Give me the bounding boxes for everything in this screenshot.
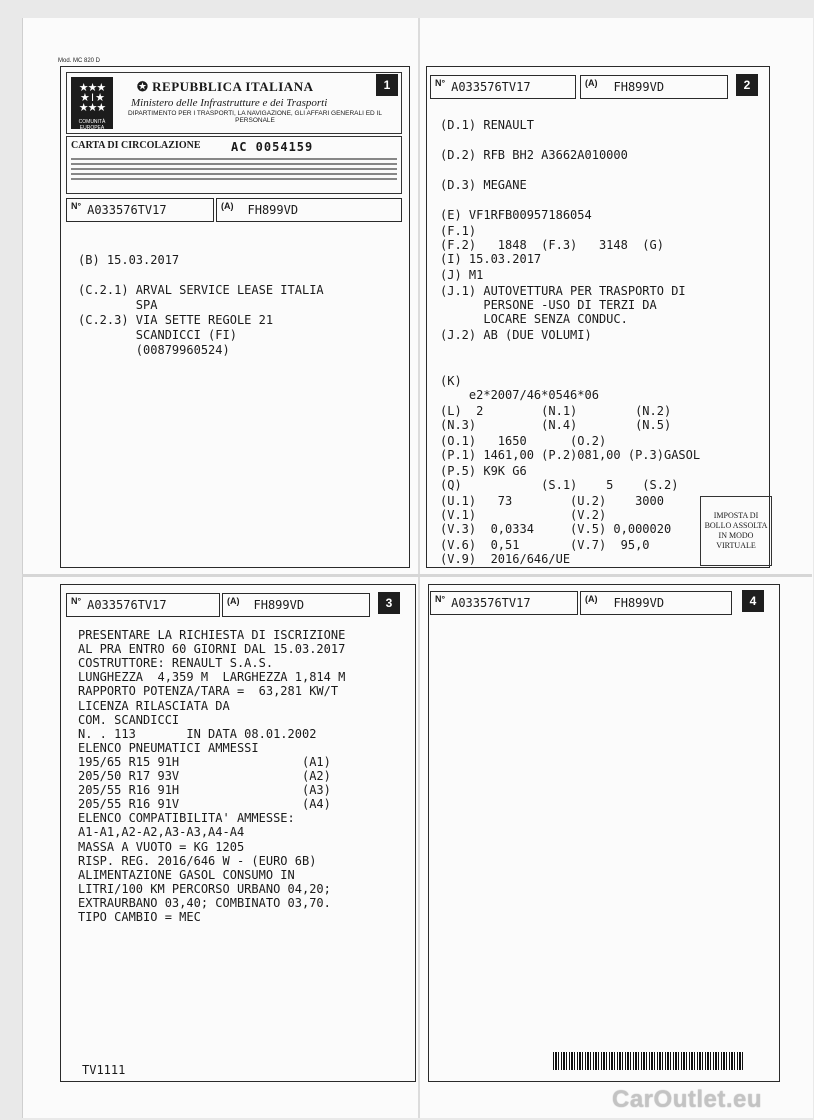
a-label: (A) bbox=[585, 78, 598, 88]
p3-line: N. . 113 IN DATA 08.01.2002 bbox=[78, 726, 317, 741]
carta-label: CARTA DI CIRCOLAZIONE bbox=[71, 140, 201, 151]
p3-line: ELENCO COMPATIBILITA' AMMESSE: bbox=[78, 811, 295, 826]
p1-line: (C.2.1) ARVAL SERVICE LEASE ITALIA bbox=[78, 283, 324, 297]
p1-line: (C.2.3) VIA SETTE REGOLE 21 bbox=[78, 313, 274, 327]
n-value: A033576TV17 bbox=[87, 203, 167, 217]
panel-1-number: 1 bbox=[376, 74, 398, 96]
n-value: A033576TV17 bbox=[451, 596, 531, 610]
panel-4 bbox=[428, 584, 780, 1082]
republic-title-text: REPUBBLICA ITALIANA bbox=[152, 79, 314, 94]
tax-stamp: IMPOSTA DI BOLLO ASSOLTA IN MODO VIRTUALE bbox=[700, 496, 772, 566]
p2-line: (D.3) MEGANE bbox=[440, 178, 527, 192]
p2-line: (V.9) 2016/646/UE bbox=[440, 552, 571, 566]
a-value: FH899VD bbox=[613, 80, 665, 94]
p3-line: A1-A1,A2-A2,A3-A3,A4-A4 bbox=[78, 825, 245, 840]
p2-line: (V.3) 0,0334 (V.5) 0,000020 bbox=[440, 522, 672, 536]
emblem-icon: ✪ bbox=[137, 79, 153, 94]
ministry-title: Ministero delle Infrastrutture e dei Trasporti bbox=[131, 97, 328, 109]
p2-line: (J.2) AB (DUE VOLUMI) bbox=[440, 328, 592, 342]
panel-4-number: 4 bbox=[742, 590, 764, 612]
a-value: FH899VD bbox=[613, 596, 665, 610]
p3-line: COSTRUTTORE: RENAULT S.A.S. bbox=[78, 656, 274, 671]
p3-line: ELENCO PNEUMATICI AMMESSI bbox=[78, 740, 259, 755]
p3-footer: TV1111 bbox=[82, 1063, 126, 1077]
p2-line: (P.5) K9K G6 bbox=[440, 464, 527, 478]
p2-line: PERSONE -USO DI TERZI DA bbox=[440, 298, 657, 312]
a-label: (A) bbox=[227, 596, 240, 606]
p3-line: COM. SCANDICCI bbox=[78, 712, 180, 727]
p2-line: (V.1) (V.2) bbox=[440, 508, 607, 522]
p4-n-box bbox=[430, 591, 578, 615]
p2-line: (L) 2 (N.1) (N.2) bbox=[440, 404, 672, 418]
p3-line: RISP. REG. 2016/646 W - (EURO 6B) bbox=[78, 853, 317, 868]
p1-line: SCANDICCI (FI) bbox=[78, 328, 237, 342]
republic-title bbox=[137, 79, 313, 95]
n-value: A033576TV17 bbox=[451, 80, 531, 94]
p2-line: (N.3) (N.4) (N.5) bbox=[440, 418, 672, 432]
eu-stars-icon: ★★★ ★ I ★ ★★★ bbox=[78, 82, 106, 114]
p2-line: e2*2007/46*0546*06 bbox=[440, 388, 599, 402]
n-label: N° bbox=[435, 594, 446, 604]
eu-text: COMUNITÀ EUROPEA bbox=[78, 119, 106, 131]
p3-line: 205/50 R17 93V (A2) bbox=[78, 769, 331, 783]
carta-number: AC 0054159 bbox=[231, 140, 314, 154]
p3-line: ALIMENTAZIONE GASOL CONSUMO IN bbox=[78, 867, 295, 882]
n-label: N° bbox=[435, 78, 446, 88]
p2-n-box bbox=[430, 75, 576, 99]
p2-line: (Q) (S.1) 5 (S.2) bbox=[440, 478, 679, 492]
p2-line: (O.1) 1650 (O.2) bbox=[440, 434, 607, 448]
barcode bbox=[553, 1052, 743, 1070]
p3-line: PRESENTARE LA RICHIESTA DI ISCRIZIONE bbox=[78, 628, 346, 642]
republic-header bbox=[66, 72, 402, 134]
p3-line: TIPO CAMBIO = MEC bbox=[78, 910, 201, 924]
p3-line: MASSA A VUOTO = KG 1205 bbox=[78, 839, 245, 854]
p3-a-box bbox=[222, 593, 370, 617]
p2-line: (J.1) AUTOVETTURA PER TRASPORTO DI bbox=[440, 284, 686, 298]
p1-a-box bbox=[216, 198, 402, 222]
p2-line: (I) 15.03.2017 bbox=[440, 252, 542, 266]
p2-line: (E) VF1RFB00957186054 bbox=[440, 208, 592, 222]
p2-line: LOCARE SENZA CONDUC. bbox=[440, 312, 628, 326]
a-label: (A) bbox=[221, 201, 234, 211]
p3-line: LITRI/100 KM PERCORSO URBANO 04,20; bbox=[78, 881, 331, 896]
p3-line: LUNGHEZZA 4,359 M LARGHEZZA 1,814 M bbox=[78, 670, 346, 685]
p2-line: (K) bbox=[440, 374, 462, 388]
p1-line: SPA bbox=[78, 298, 158, 312]
p3-line: EXTRAURBANO 03,40; COMBINATO 03,70. bbox=[78, 895, 331, 910]
p3-line: LICENZA RILASCIATA DA bbox=[78, 698, 230, 713]
p4-a-box bbox=[580, 591, 732, 615]
p3-line: AL PRA ENTRO 60 GIORNI DAL 15.03.2017 bbox=[78, 642, 346, 657]
p2-line: (D.1) RENAULT bbox=[440, 118, 534, 132]
p2-line: (F.1) bbox=[440, 224, 477, 238]
fold-line-vertical bbox=[418, 18, 420, 1118]
carta-circolazione-box bbox=[66, 136, 402, 194]
p1-line: (B) 15.03.2017 bbox=[78, 253, 180, 267]
watermark-logo: CarOutlet.eu bbox=[612, 1086, 763, 1113]
department-text: DIPARTIMENTO PER I TRASPORTI, LA NAVIGAZIONE, GLI AFFARI GENERALI ED IL PERSONALE bbox=[128, 110, 382, 124]
n-label: N° bbox=[71, 596, 82, 606]
p3-line: 205/55 R16 91H (A3) bbox=[78, 783, 331, 798]
p1-n-box bbox=[66, 198, 214, 222]
panel-2-number: 2 bbox=[736, 74, 758, 96]
p2-line: (U.1) 73 (U.2) 3000 bbox=[440, 494, 664, 508]
fine-print bbox=[71, 155, 397, 189]
p2-line: (V.6) 0,51 (V.7) 95,0 bbox=[440, 538, 650, 552]
a-value: FH899VD bbox=[247, 203, 299, 217]
model-label: Mod. MC 820 D bbox=[58, 58, 101, 64]
p2-a-box bbox=[580, 75, 728, 99]
a-value: FH899VD bbox=[253, 598, 305, 612]
n-value: A033576TV17 bbox=[87, 598, 167, 612]
p3-line: 205/55 R16 91V (A4) bbox=[78, 797, 331, 812]
p3-line: RAPPORTO POTENZA/TARA = 63,281 KW/T bbox=[78, 684, 339, 699]
fold-line-horizontal bbox=[22, 574, 812, 577]
n-label: N° bbox=[71, 201, 82, 211]
p2-line: (P.1) 1461,00 (P.2)081,00 (P.3)GASOL bbox=[440, 448, 701, 462]
p3-line: 195/65 R15 91H (A1) bbox=[78, 754, 331, 769]
p2-line: (D.2) RFB BH2 A3662A010000 bbox=[440, 148, 628, 162]
p2-line: (F.2) 1848 (F.3) 3148 (G) bbox=[440, 238, 664, 252]
eu-emblem bbox=[71, 77, 113, 129]
p1-line: (00879960524) bbox=[78, 343, 230, 357]
panel-3-number: 3 bbox=[378, 592, 400, 614]
a-label: (A) bbox=[585, 594, 598, 604]
p2-line: (J) M1 bbox=[440, 268, 484, 282]
p3-n-box bbox=[66, 593, 220, 617]
